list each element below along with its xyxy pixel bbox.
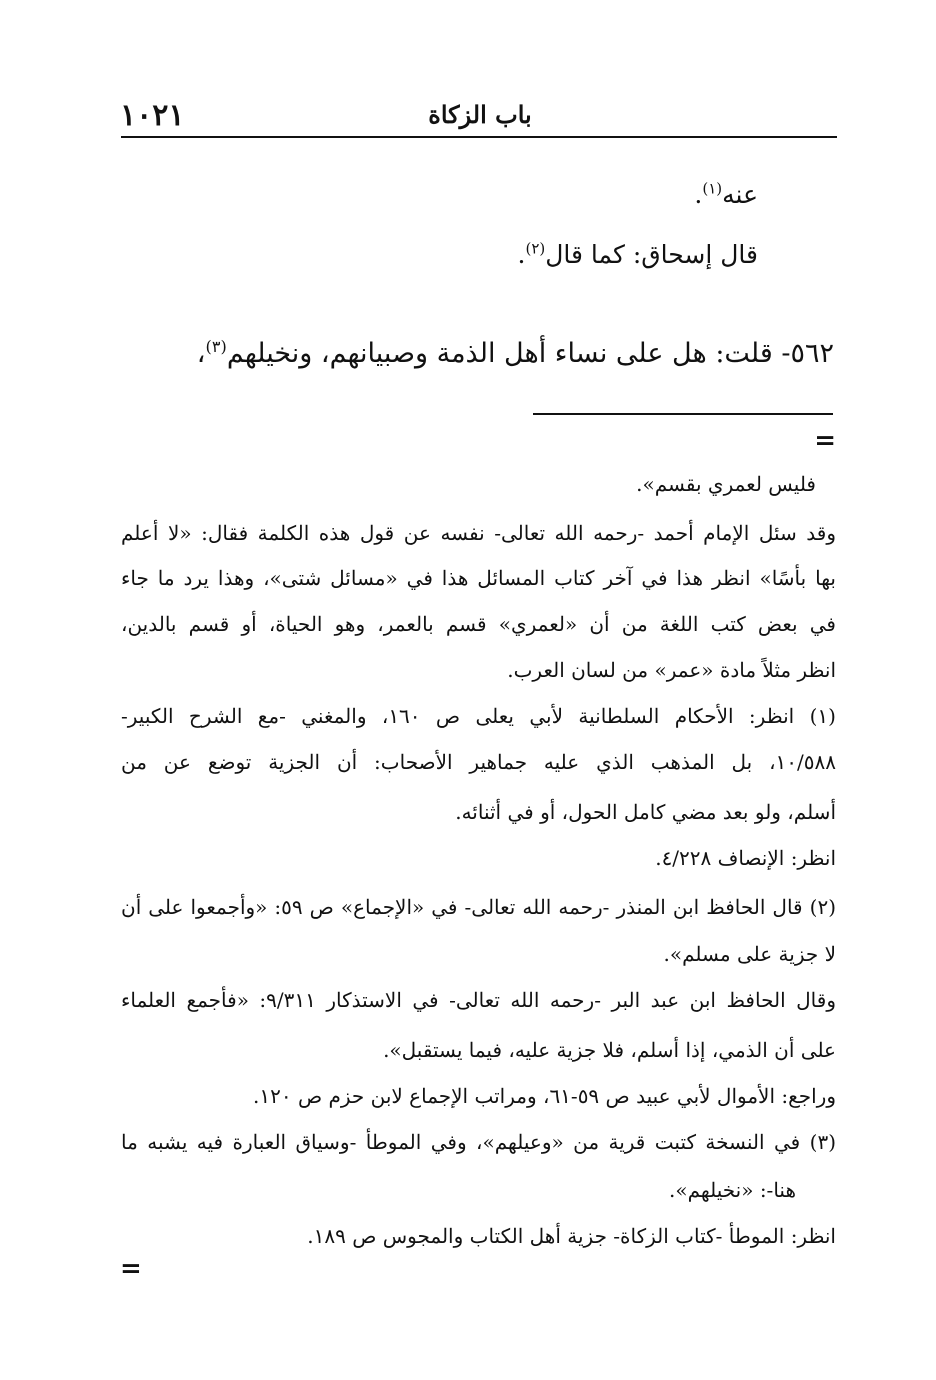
footnote-ref-1: (١) bbox=[702, 179, 723, 198]
header-rule bbox=[121, 136, 837, 138]
running-head: باب الزكاة bbox=[428, 100, 532, 129]
main-text: قال إسحاق: كما قال bbox=[545, 240, 758, 269]
punctuation: . bbox=[517, 240, 526, 269]
footnote-1-line: (١) انظر: الأحكام السلطانية لأبي يعلى ص ١٦٠، والمغني -مع الشرح الكبير- bbox=[121, 704, 836, 728]
footnote-ref-3: (٣) bbox=[205, 337, 227, 356]
footnote-line: في بعض كتب اللغة من أن «لعمري» قسم بالعمر، وهو الحياة، أو قسم بالدين، bbox=[121, 612, 836, 636]
question-562-heading bbox=[197, 338, 834, 369]
footnote-2-line: على أن الذمي، إذا أسلم، فلا جزية عليه، فيما يستقبل». bbox=[383, 1038, 836, 1062]
punctuation: ، bbox=[196, 338, 206, 369]
page-number: ١٠٢١ bbox=[120, 98, 185, 133]
footnote-line: وقد سئل الإمام أحمد -رحمه الله تعالى- نفسه عن قول هذه الكلمة فقال: «لا أعلم bbox=[121, 521, 836, 545]
footnote-1-line: انظر: الإنصاف ٤/٢٢٨. bbox=[655, 846, 836, 870]
footnote-3-line: هنا-: «نخيلهم». bbox=[668, 1178, 796, 1202]
footnote-3-line: (٣) في النسخة كتبت قرية من «وعيلهم»، وفي الموطأ -وسياق العبارة فيه يشبه ما bbox=[121, 1130, 837, 1154]
question-text: ٥٦٢- قلت: هل على نساء أهل الذمة وصبيانهم، ونخيلهم bbox=[226, 338, 834, 369]
main-text: عنه bbox=[722, 180, 758, 209]
footnote-separator bbox=[533, 413, 833, 415]
footnote-line: بها بأسًا» انظر هذا في آخر كتاب المسائل هذا في «مسائل شتى»، وهذا يرد ما جاء bbox=[121, 566, 836, 590]
continuation-mark: = bbox=[814, 426, 836, 456]
footnote-2-line: (٢) قال الحافظ ابن المنذر -رحمه الله تعالى- في «الإجماع» ص ٥٩: «وأجمعوا على أن bbox=[121, 895, 836, 919]
footnote-1-line: ١٠/٥٨٨، بل المذهب الذي عليه جماهير الأصحاب: أن الجزية توضع عن من bbox=[121, 750, 836, 774]
main-text-line-2 bbox=[518, 240, 758, 269]
footnote-ref-2: (٢) bbox=[525, 239, 546, 258]
footnote-2-line: لا جزية على مسلم». bbox=[663, 942, 836, 966]
punctuation: . bbox=[694, 180, 703, 209]
footnote-2-line: وقال الحافظ ابن عبد البر -رحمه الله تعالى- في الاستذكار ٩/٣١١: «فأجمع العلماء bbox=[121, 988, 836, 1012]
footnote-2-line: وراجع: الأموال لأبي عبيد ص ٥٩-٦١، ومراتب الإجماع لابن حزم ص ١٢٠. bbox=[253, 1084, 836, 1108]
main-text-line-1 bbox=[694, 180, 758, 209]
footnote-3-line: انظر: الموطأ -كتاب الزكاة- جزية أهل الكتاب والمجوس ص ١٨٩. bbox=[307, 1224, 836, 1248]
end-continuation-mark: = bbox=[120, 1254, 142, 1284]
footnote-line: انظر مثلاً مادة «عمر» من لسان العرب. bbox=[507, 658, 836, 682]
footnote-1-line: أسلم، ولو بعد مضي كامل الحول، أو في أثنائه. bbox=[455, 800, 836, 824]
footnote-line: فليس لعمري بقسم». bbox=[636, 472, 816, 496]
